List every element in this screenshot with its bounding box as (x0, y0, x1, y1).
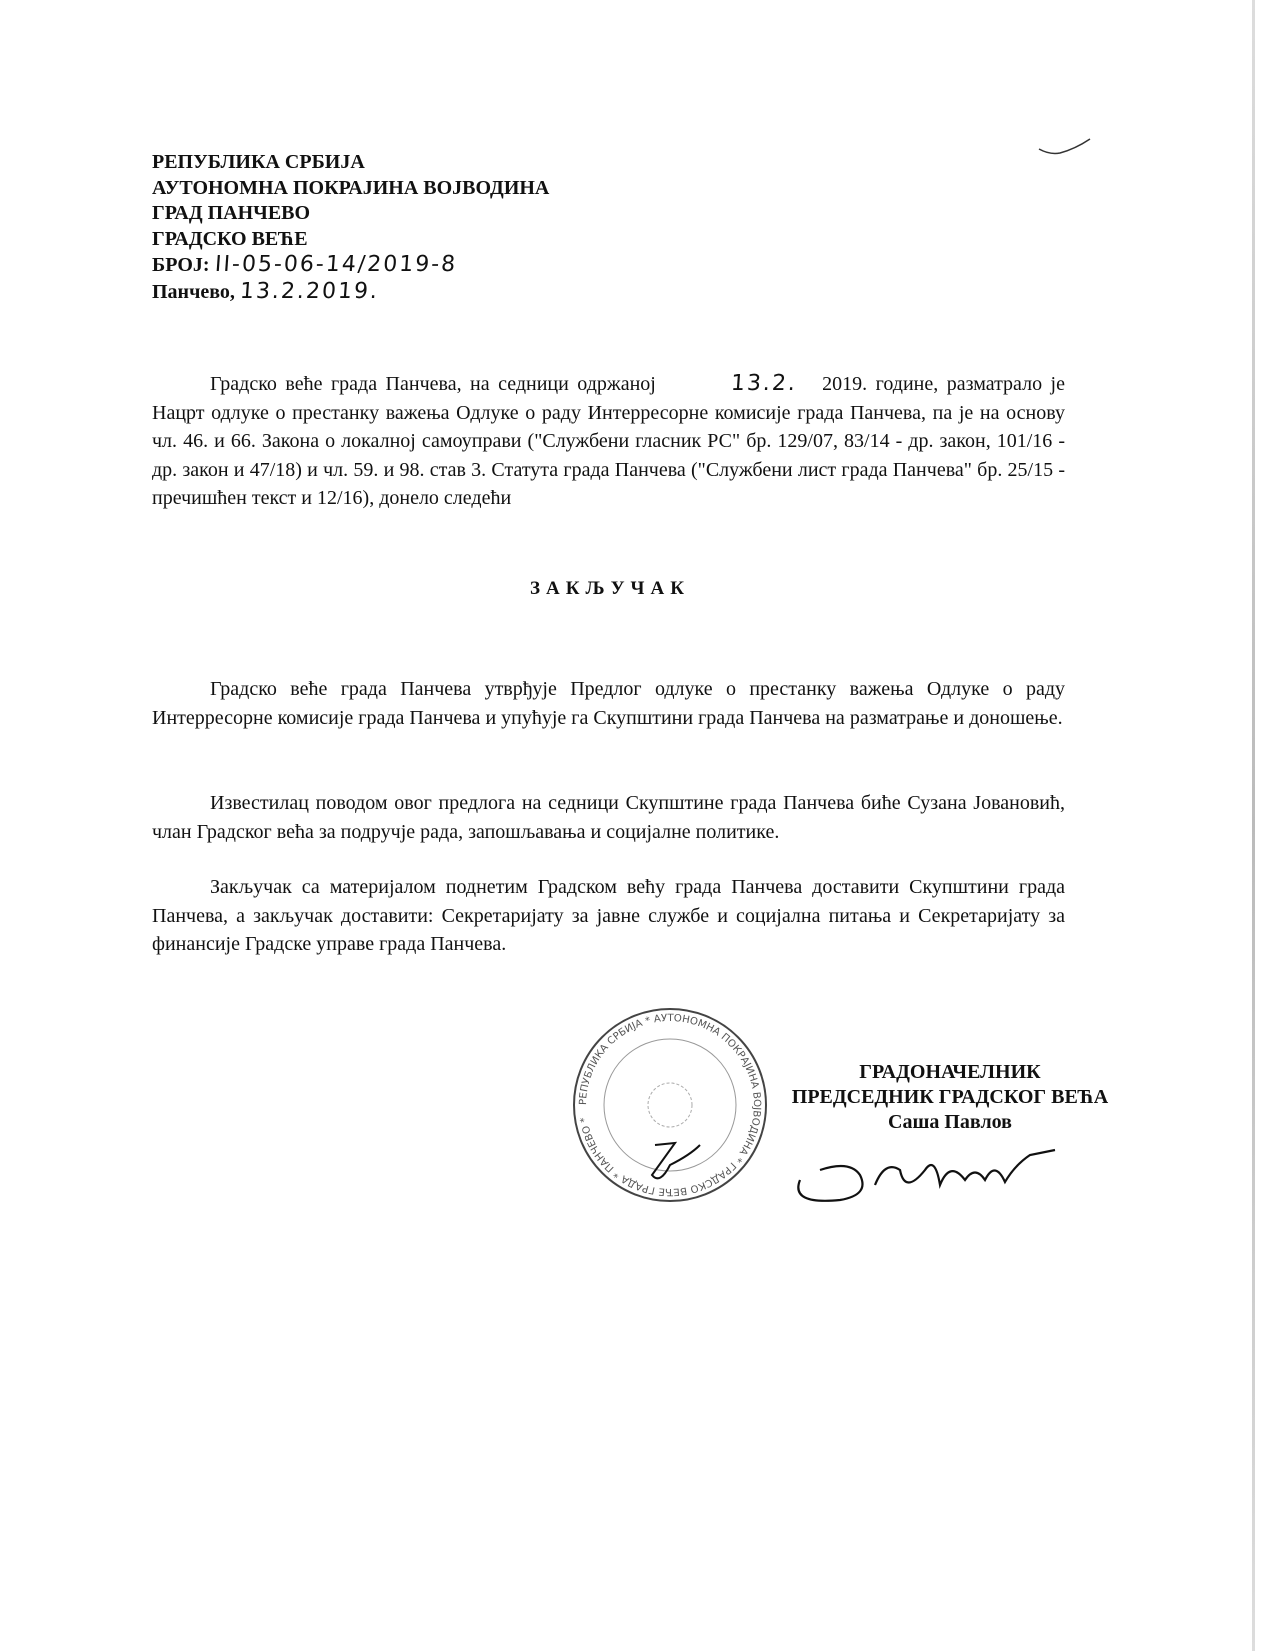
signature-block (790, 1060, 1110, 1135)
handwritten-date: 13.2.2019. (239, 278, 380, 304)
header-line: РЕПУБЛИКА СРБИЈА (152, 151, 365, 173)
handwritten-session-date: 13.2. (729, 371, 798, 396)
signatory-role: ПРЕДСЕДНИК ГРАДСКОГ ВЕЋА (791, 1086, 1109, 1108)
header-line: АУТОНОМНА ПОКРАЈИНА ВОЈВОДИНА (152, 176, 550, 199)
intro-paragraph: Градско веће града Панчева, на седници одржаној 13.2. 2019. године, разматрало је Нацрт одлуке о престанку важења Одлуке о раду Интерресорне комисије града Панчева, па је на основу чл. 46. и 66. Закона о локалној самоуправи ("Службени гласник РС" бр. 129/07, 83/14 - др. закон, 101/16 - др. закон и 47/18) и чл. 59. и 98. став 3. Статута града Панчева ("Службени лист града Панчева" бр. 25/15 - пречишћен текст и 12/16), донело следећи (152, 371, 1065, 510)
header-line: ГРАДСКО ВЕЋЕ (152, 227, 308, 250)
document-header (152, 150, 549, 305)
body-paragraph: Закључак са материјалом поднетим Градском већу града Панчева доставити Скупштини града Панчева, а закључак доставити: Секретаријату за јавне службе и социјална питања и Секретаријату за финансије Градске управе града Панчева. (152, 876, 1065, 956)
scan-edge (1252, 0, 1255, 1651)
document-date: Панчево, 13.2.2019. (152, 278, 380, 304)
document-title: ЗАКЉУЧАК (530, 578, 690, 599)
body-paragraph: Градско веће града Панчева утврђује Предлог одлуке о престанку важења Одлуке о раду Интерресорне комисије града Панчева и упућује га Скупштини града Панчева на разматрање и доношење. (152, 678, 1065, 729)
handwritten-signature (640, 1135, 1060, 1215)
signatory-name: Саша Павлов (888, 1111, 1012, 1133)
check-mark (1035, 135, 1095, 165)
handwritten-number: II-05-06-14/2019-8 (213, 252, 458, 277)
header-line: ГРАД ПАНЧЕВО (152, 202, 311, 224)
stamp-text: РЕПУБЛИКА СРБИЈА * АУТОНОМНА ПОКРАЈИНА ВОЈВОДИНА * ГРАДСКО ВЕЋЕ ГРАДА * ПАНЧЕВО * (577, 1012, 763, 1198)
body-paragraph: Известилац поводом овог предлога на седници Скупштине града Панчева биће Сузана Јовановић, члан Градског већа за подручје рада, запошљавања и социјалне политике. (152, 792, 1065, 843)
document-number: БРОЈ: II-05-06-14/2019-8 (152, 252, 458, 277)
signatory-title: ГРАДОНАЧЕЛНИК (859, 1061, 1041, 1083)
